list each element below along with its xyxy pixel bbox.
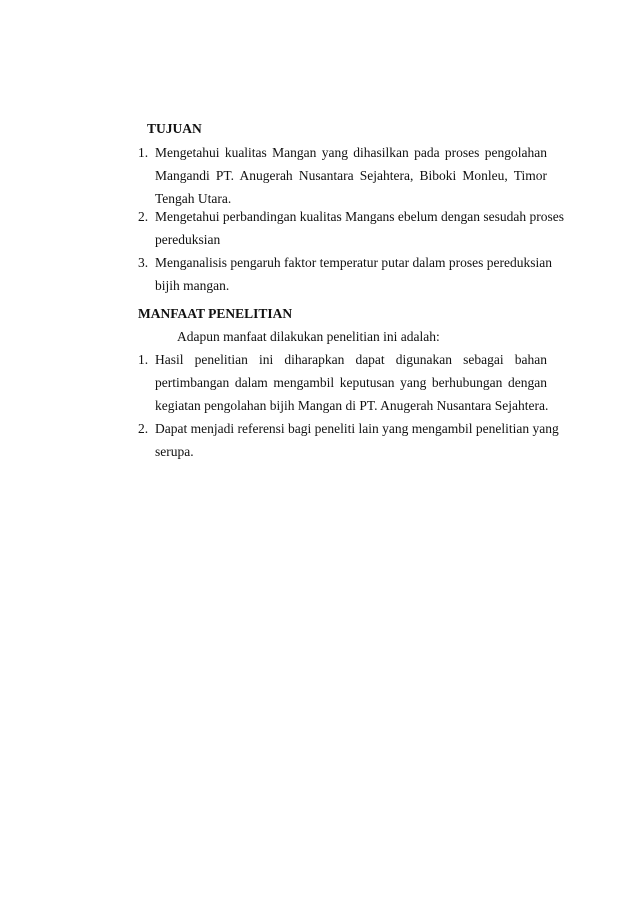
manfaat-item-1-line-1: Hasil penelitian ini diharapkan dapat digunakan sebagai bahan [155,352,547,367]
tujuan-item-3-number: 3. [138,255,149,270]
section-heading-tujuan: TUJUAN [147,121,202,136]
manfaat-item-2-line-1: Dapat menjadi referensi bagi peneliti lain yang mengambil penelitian yang [155,421,559,436]
manfaat-item-1-number: 1. [138,352,149,367]
tujuan-item-3-line-1: Menganalisis pengaruh faktor temperatur putar dalam proses pereduksian [155,255,552,270]
tujuan-item-1-line-3: Tengah Utara. [155,191,232,206]
tujuan-item-2-line-1: Mengetahui perbandingan kualitas Mangans ebelum dengan sesudah proses [155,209,565,224]
tujuan-item-3-line-2: bijih mangan. [155,278,230,293]
section-heading-manfaat-penelitian: MANFAAT PENELITIAN [138,306,293,321]
manfaat-item-2-line-2: serupa. [155,444,194,459]
tujuan-item-1-line-1: Mengetahui kualitas Mangan yang dihasilkan pada proses pengolahan [155,145,547,160]
tujuan-item-2-number: 2. [138,209,149,224]
tujuan-item-1-number: 1. [138,145,149,160]
tujuan-item-1-line-2: Mangandi PT. Anugerah Nusantara Sejahtera, Biboki Monleu, Timor [155,168,547,183]
manfaat-item-2-number: 2. [138,421,149,436]
manfaat-intro-text: Adapun manfaat dilakukan penelitian ini adalah: [177,329,440,344]
manfaat-item-1-line-3: kegiatan pengolahan bijih Mangan di PT. Anugerah Nusantara Sejahtera. [155,398,549,413]
tujuan-item-2-line-2: pereduksian [155,232,221,247]
manfaat-item-1-line-2: pertimbangan dalam mengambil keputusan yang berhubungan dengan [155,375,547,390]
